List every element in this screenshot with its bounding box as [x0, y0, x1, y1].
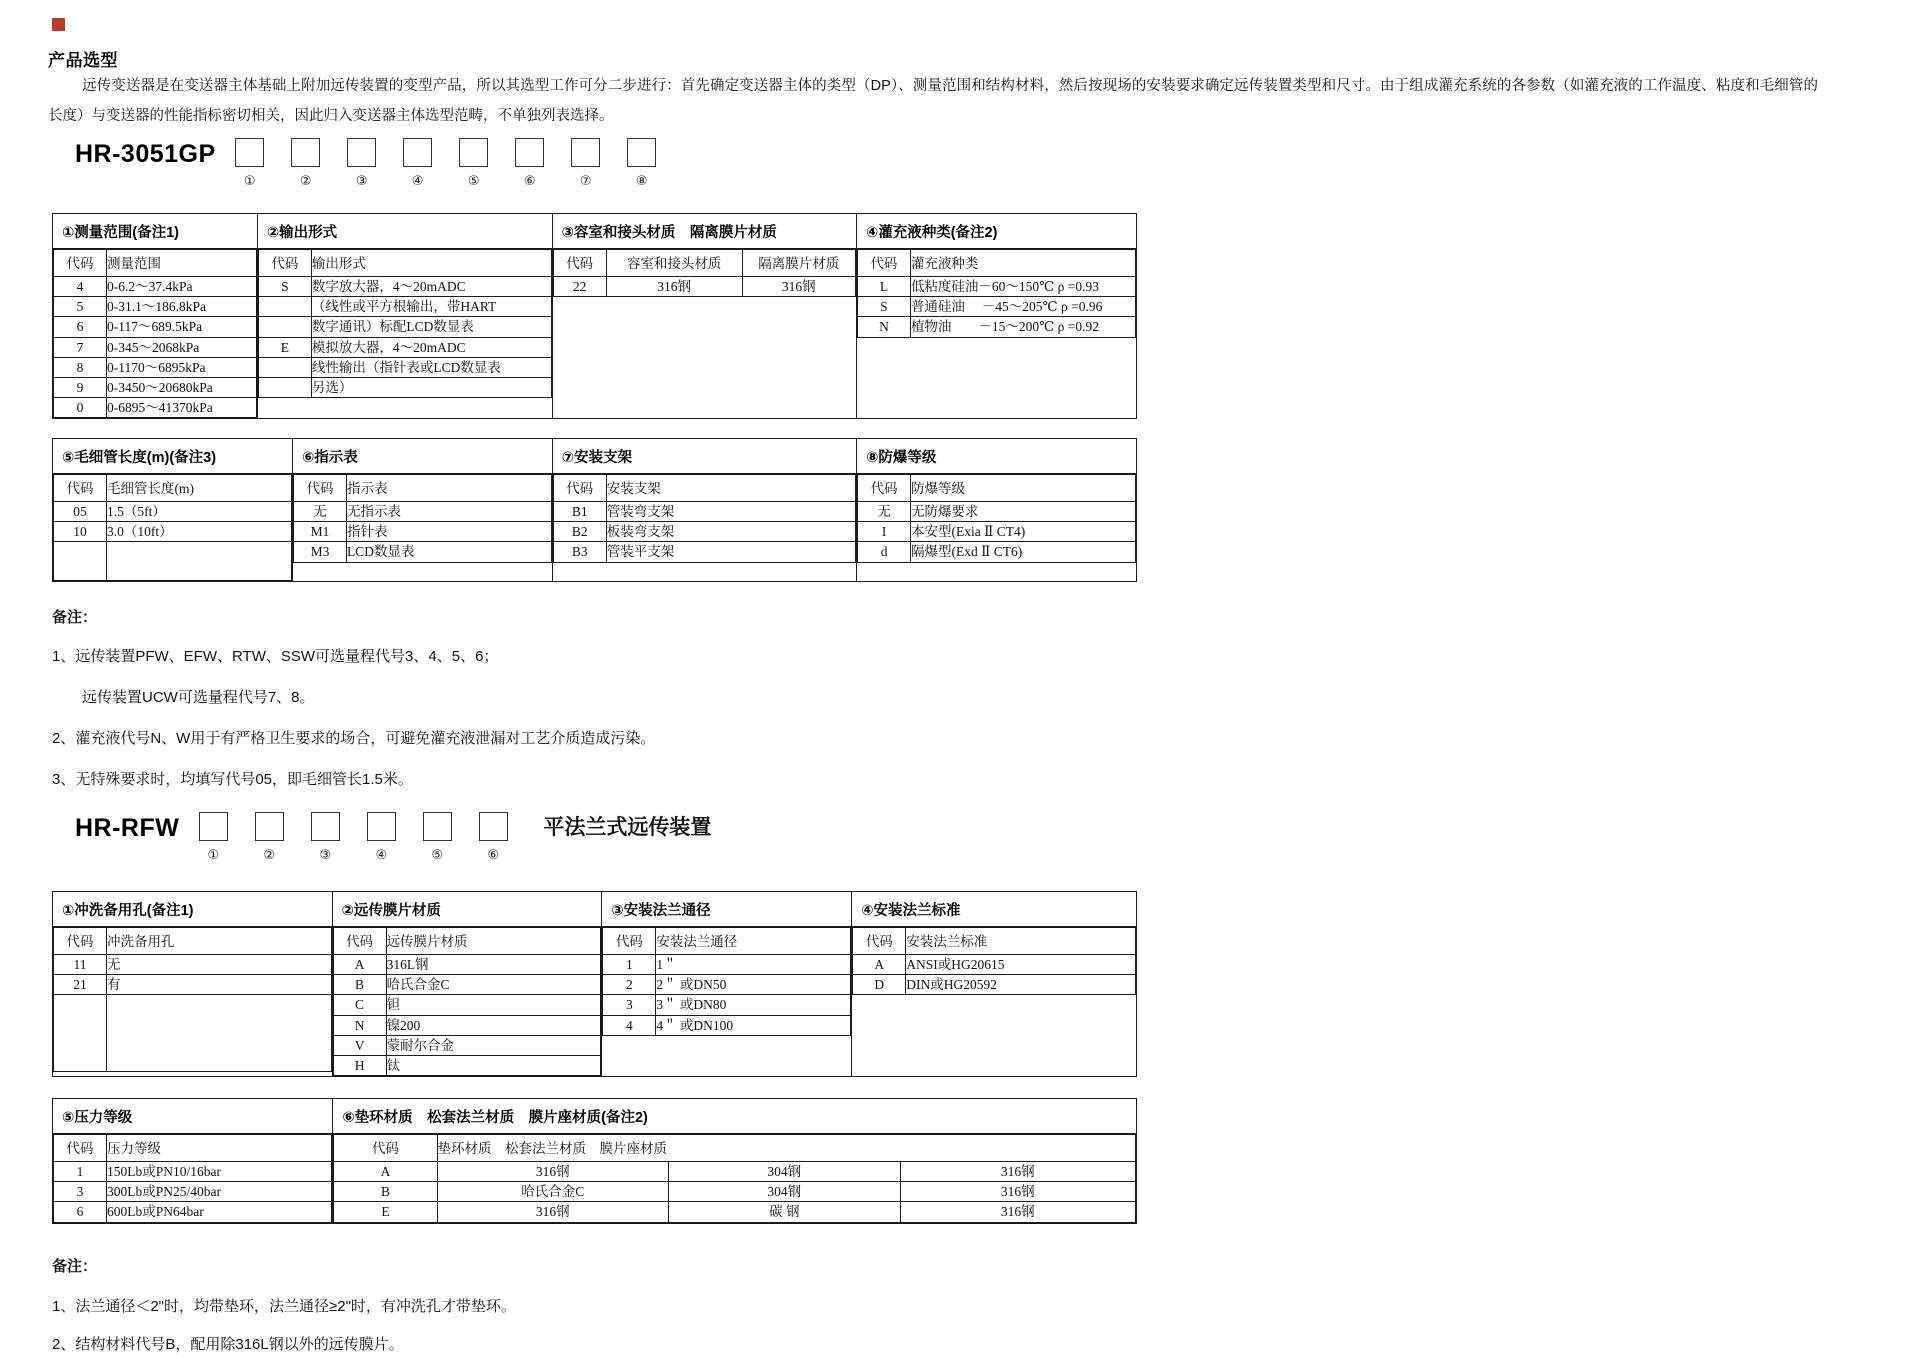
table-row — [54, 277, 257, 297]
circle-number: ② — [263, 847, 276, 862]
cell-value: 无防爆要求 — [911, 502, 1136, 522]
sub-col-range: 测量范围 — [107, 250, 257, 277]
code-box[interactable] — [367, 812, 396, 841]
cell-code: 6 — [54, 317, 107, 337]
cell-code: V — [333, 1035, 386, 1055]
table-row — [54, 502, 292, 522]
table-row — [333, 995, 601, 1015]
subtable-flush-port — [53, 927, 332, 1072]
table-row — [258, 337, 551, 357]
notes-1-item-3: 2、灌充液代号N、W用于有严格卫生要求的场合，可避免灌充液泄漏对工艺介质造成污染。 — [52, 730, 656, 747]
sub-col-rating: 压力等级 — [107, 1135, 332, 1162]
code-box[interactable] — [291, 138, 320, 167]
cell-code: S — [258, 277, 311, 297]
model-2-box-6[interactable] — [465, 812, 521, 863]
cell-value: 蒙耐尔合金 — [386, 1035, 601, 1055]
cell-code — [258, 317, 311, 337]
subtable-header-row — [853, 928, 1136, 955]
table-row — [54, 522, 292, 542]
cell-value: 316L钢 — [386, 955, 601, 975]
cell-value: 有 — [107, 975, 332, 995]
cell-value: 0-3450～20680kPa — [107, 377, 257, 397]
cell-value: 300Lb或PN25/40bar — [107, 1182, 332, 1202]
sub-col-chamber: 容室和接头材质 — [606, 250, 742, 277]
table-row — [333, 1055, 601, 1075]
table-row — [54, 955, 332, 975]
table-row — [54, 995, 332, 1072]
code-box[interactable] — [255, 812, 284, 841]
cell-value: 数字通讯）标配LCD数显表 — [311, 317, 551, 337]
code-box[interactable] — [235, 138, 264, 167]
cell-value: 316钢 — [437, 1162, 669, 1182]
cell-code: 10 — [54, 522, 107, 542]
circle-number: ⑦ — [579, 173, 592, 188]
spec-table-3 — [52, 891, 1137, 1077]
cell-value: 304钢 — [669, 1182, 901, 1202]
subtable-measuring-range — [53, 249, 257, 418]
table-row — [54, 1202, 332, 1222]
cell-value: 植物油 －15～200℃ ρ =0.92 — [910, 317, 1135, 337]
subtable-flange-standard — [852, 927, 1136, 995]
code-box[interactable] — [311, 812, 340, 841]
spec-table-3-body — [53, 927, 1137, 1077]
model-1-boxes — [222, 138, 670, 189]
table-row — [553, 542, 855, 562]
cell-code: 0 — [54, 398, 107, 418]
cell-code: N — [333, 1015, 386, 1035]
sub-col-code: 代码 — [553, 475, 606, 502]
cell-code: 7 — [54, 337, 107, 357]
subtable-remote-diaphragm — [333, 927, 602, 1076]
cell-code: 3 — [54, 1182, 107, 1202]
col-header-gasket-material: ⑥垫环材质 松套法兰材质 膜片座材质(备注2) — [342, 1110, 648, 1126]
notes-1-heading: 备注： — [52, 609, 98, 626]
col-header-flush-port: ①冲洗备用孔(备注1) — [62, 903, 194, 919]
sub-col-materials: 垫环材质 松套法兰材质 膜片座材质 — [437, 1135, 1136, 1162]
model-1-box-1[interactable] — [222, 138, 278, 189]
sub-col-code: 代码 — [54, 928, 107, 955]
cell-code: N — [857, 317, 910, 337]
cell-code: 8 — [54, 357, 107, 377]
cell-value: 150Lb或PN10/16bar — [107, 1162, 332, 1182]
sub-col-code: 代码 — [553, 250, 606, 277]
cell-code: 2 — [603, 975, 656, 995]
table-row — [54, 1162, 332, 1182]
notes-1-item-1: 1、远传装置PFW、EFW、RTW、SSW可选量程代号3、4、5、6； — [52, 648, 499, 665]
cell-value: 隔爆型(Exd Ⅱ CT6) — [911, 542, 1136, 562]
cell-value: 316钢 — [742, 277, 855, 297]
page-title: 产品选型 — [48, 51, 118, 70]
subtable-header-row — [553, 475, 855, 502]
cell-value: 镍200 — [386, 1015, 601, 1035]
cell-value: 无 — [107, 955, 332, 975]
sub-col-bracket: 安装支架 — [606, 475, 855, 502]
table-row — [54, 1182, 332, 1202]
cell-value: 数字放大器，4～20mADC — [311, 277, 551, 297]
spec-table-3-headers — [53, 892, 1137, 927]
cell-code: 4 — [603, 1015, 656, 1035]
sub-col-code: 代码 — [603, 928, 656, 955]
cell-code: B1 — [553, 502, 606, 522]
table-row — [258, 377, 551, 397]
cell-code: A — [334, 1162, 437, 1182]
cell-value: 1＂ — [656, 955, 851, 975]
cell-code: 1 — [603, 955, 656, 975]
table-row — [294, 542, 552, 562]
cell-code — [258, 297, 311, 317]
cell-code — [258, 357, 311, 377]
table-row — [334, 1202, 1136, 1222]
circle-number: ③ — [319, 847, 332, 862]
sub-col-code: 代码 — [54, 1135, 107, 1162]
circle-number: ① — [243, 173, 256, 188]
circle-number: ④ — [375, 847, 388, 862]
cell-value: 哈氏合金C — [386, 975, 601, 995]
cell-value: 指针表 — [347, 522, 552, 542]
cell-value: 3＂ 或DN80 — [656, 995, 851, 1015]
spec-table-1-headers — [53, 214, 1137, 249]
subtable-header-row — [294, 475, 552, 502]
code-box[interactable] — [347, 138, 376, 167]
code-box[interactable] — [479, 812, 508, 841]
model-1-box-2[interactable] — [278, 138, 334, 189]
table-row — [54, 337, 257, 357]
cell-value: 另选） — [311, 377, 551, 397]
table-row — [258, 297, 551, 317]
cell-value: LCD数显表 — [347, 542, 552, 562]
cell-code: 9 — [54, 377, 107, 397]
model-2-box-4[interactable] — [353, 812, 409, 863]
cell-value: 模拟放大器，4～20mADC — [311, 337, 551, 357]
cell-code: d — [858, 542, 911, 562]
sub-col-grade: 防爆等级 — [911, 475, 1136, 502]
cell-value: 无指示表 — [347, 502, 552, 522]
cell-code: 4 — [54, 277, 107, 297]
cell-value: 管装平支架 — [606, 542, 855, 562]
model-2-box-1[interactable] — [185, 812, 241, 863]
spec-table-1-body — [53, 249, 1137, 419]
subtable-explosion-proof — [857, 474, 1136, 563]
cell-code: 11 — [54, 955, 107, 975]
cell-value: 0-31.1～186.8kPa — [107, 297, 257, 317]
subtable-gasket-material — [333, 1134, 1136, 1223]
table-row — [54, 357, 257, 377]
notes-1-item-4: 3、无特殊要求时，均填写代号05，即毛细管长1.5米。 — [52, 771, 413, 788]
table-row — [857, 297, 1135, 317]
col-header-flange-standard: ④安装法兰标准 — [861, 903, 961, 919]
cell-value: 0-1170～6895kPa — [107, 357, 257, 377]
cell-value: 线性输出（指针表或LCD数显表 — [311, 357, 551, 377]
cell-code: 6 — [54, 1202, 107, 1222]
sub-col-output: 输出形式 — [311, 250, 551, 277]
table-row — [258, 357, 551, 377]
circle-number: ⑤ — [467, 173, 480, 188]
sub-col-indicator: 指示表 — [347, 475, 552, 502]
subtable-header-row — [333, 928, 601, 955]
cell-code: B — [334, 1182, 437, 1202]
cell-value: 304钢 — [669, 1162, 901, 1182]
table-row — [603, 975, 851, 995]
cell-code: D — [853, 975, 906, 995]
sub-col-code: 代码 — [333, 928, 386, 955]
cell-code: I — [858, 522, 911, 542]
subtable-header-row — [54, 475, 292, 502]
cell-value: 哈氏合金C — [437, 1182, 669, 1202]
model-2-title: 平法兰式远传装置 — [543, 816, 712, 839]
col-header-explosion-proof: ⑧防爆等级 — [866, 450, 937, 466]
code-box[interactable] — [571, 138, 600, 167]
cell-value: 低粘度硅油－60～150℃ ρ =0.93 — [910, 277, 1135, 297]
sub-col-code: 代码 — [857, 250, 910, 277]
spec-table-2-body — [53, 474, 1137, 582]
cell-value: 316钢 — [900, 1182, 1135, 1202]
table-row — [857, 277, 1135, 297]
col-header-flange-diameter: ③安装法兰通径 — [611, 903, 711, 919]
subtable-header-row — [858, 475, 1136, 502]
cell-code: B — [333, 975, 386, 995]
cell-value: 钽 — [386, 995, 601, 1015]
notes-2-item-2: 2、结构材料代号B，配用除316L钢以外的远传膜片。 — [52, 1336, 404, 1353]
cell-code: L — [857, 277, 910, 297]
circle-number: ② — [299, 173, 312, 188]
cell-value: 2＂ 或DN50 — [656, 975, 851, 995]
table-row — [258, 277, 551, 297]
sub-col-standard: 安装法兰标准 — [906, 928, 1136, 955]
table-row — [857, 317, 1135, 337]
cell-code: M1 — [294, 522, 347, 542]
circle-number: ④ — [411, 173, 424, 188]
cell-value: 板装弯支架 — [606, 522, 855, 542]
table-row — [54, 542, 292, 581]
sub-col-fluid: 灌充液种类 — [910, 250, 1135, 277]
table-row — [294, 502, 552, 522]
table-row — [858, 502, 1136, 522]
table-row — [553, 277, 855, 297]
table-row — [858, 522, 1136, 542]
cell-value: 316钢 — [437, 1202, 669, 1222]
cell-code: H — [333, 1055, 386, 1075]
notes-2-heading: 备注： — [52, 1258, 98, 1275]
table-row — [333, 1015, 601, 1035]
sub-col-diameter: 安装法兰通径 — [656, 928, 851, 955]
table-row — [553, 522, 855, 542]
cell-code: A — [333, 955, 386, 975]
circle-number: ⑧ — [635, 173, 648, 188]
cell-value: 600Lb或PN64bar — [107, 1202, 332, 1222]
col-header-bracket: ⑦安装支架 — [561, 450, 632, 466]
subtable-indicator — [293, 474, 552, 563]
cell-value: 0-6.2～37.4kPa — [107, 277, 257, 297]
code-box[interactable] — [403, 138, 432, 167]
sub-col-code: 代码 — [54, 250, 107, 277]
cell-value: 0-6895～41370kPa — [107, 398, 257, 418]
model-2-box-3[interactable] — [297, 812, 353, 863]
table-row — [54, 398, 257, 418]
circle-number: ⑥ — [523, 173, 536, 188]
table-row — [603, 955, 851, 975]
code-box[interactable] — [515, 138, 544, 167]
subtable-capillary — [53, 474, 292, 581]
cell-value: 本安型(Exia Ⅱ CT4) — [911, 522, 1136, 542]
cell-value: 1.5（5ft） — [107, 502, 292, 522]
cell-code: 无 — [858, 502, 911, 522]
cell-code — [258, 377, 311, 397]
subtable-header-row — [334, 1135, 1136, 1162]
cell-code: M3 — [294, 542, 347, 562]
model-name-2: HR-RFW — [75, 814, 180, 842]
sub-col-code: 代码 — [853, 928, 906, 955]
subtable-bracket — [553, 474, 856, 563]
cell-value: 钛 — [386, 1055, 601, 1075]
cell-code: E — [258, 337, 311, 357]
table-row — [853, 975, 1136, 995]
sub-col-code: 代码 — [858, 475, 911, 502]
col-header-pressure-rating: ⑤压力等级 — [62, 1110, 133, 1126]
table-row — [334, 1182, 1136, 1202]
cell-code: 1 — [54, 1162, 107, 1182]
table-row — [603, 1015, 851, 1035]
cell-value: 3.0（10ft） — [107, 522, 292, 542]
subtable-header-row — [553, 250, 855, 277]
table-row — [294, 522, 552, 542]
subtable-flange-diameter — [602, 927, 851, 1036]
model-2-box-5[interactable] — [409, 812, 465, 863]
model-2-boxes — [185, 812, 521, 863]
cell-code: 05 — [54, 502, 107, 522]
spec-table-4-body — [53, 1134, 1137, 1224]
col-header-remote-diaphragm: ②远传膜片材质 — [341, 903, 441, 919]
sub-col-code: 代码 — [54, 475, 107, 502]
spec-table-4 — [52, 1098, 1137, 1224]
subtable-output — [258, 249, 552, 398]
model-1-box-8[interactable] — [614, 138, 670, 189]
cell-code: 21 — [54, 975, 107, 995]
subtable-header-row — [54, 1135, 332, 1162]
table-row — [334, 1162, 1136, 1182]
model-1-box-3[interactable] — [334, 138, 390, 189]
circle-number: ⑥ — [487, 847, 500, 862]
model-1-box-7[interactable] — [558, 138, 614, 189]
table-row — [853, 955, 1136, 975]
cell-code: A — [853, 955, 906, 975]
sub-col-code: 代码 — [258, 250, 311, 277]
model-1-box-6[interactable] — [502, 138, 558, 189]
code-box[interactable] — [627, 138, 656, 167]
code-box[interactable] — [459, 138, 488, 167]
subtable-header-row — [603, 928, 851, 955]
notes-2-item-1: 1、法兰通径＜2"时，均带垫环，法兰通径≥2"时，有冲洗孔才带垫环。 — [52, 1298, 516, 1315]
intro-text: 远传变送器是在变送器主体基础上附加远传装置的变型产品，所以其选型工作可分二步进行：首先确定变送器主体的类型（DP）、测量范围和结构材料，然后按现场的安装要求确定远传装置类型和尺寸。由于组成灌充系统的各参数（如灌充液的工作温度、粘度和毛细管的长度）与变送器的性能指标密切相关，因此归入变送器主体选型范畴，不单独列表选择。 — [48, 78, 1818, 124]
table-row — [333, 975, 601, 995]
circle-number: ⑤ — [431, 847, 444, 862]
model-code-line-1 — [75, 138, 670, 189]
cell-value: 316钢 — [606, 277, 742, 297]
cell-code: S — [857, 297, 910, 317]
model-2-box-2[interactable] — [241, 812, 297, 863]
model-1-box-5[interactable] — [446, 138, 502, 189]
code-box[interactable] — [423, 812, 452, 841]
spec-table-2-headers — [53, 439, 1137, 474]
cell-code: E — [334, 1202, 437, 1222]
col-header-capillary-length: ⑤毛细管长度(m)(备注3) — [62, 450, 217, 466]
cell-code: B2 — [553, 522, 606, 542]
subtable-fill-fluid — [857, 249, 1136, 338]
spec-table-2 — [52, 438, 1137, 582]
table-row — [858, 542, 1136, 562]
cell-value: 4＂ 或DN100 — [656, 1015, 851, 1035]
cell-value: 碳 钢 — [669, 1202, 901, 1222]
cell-code: C — [333, 995, 386, 1015]
circle-number: ③ — [355, 173, 368, 188]
sub-col-length: 毛细管长度(m) — [107, 475, 292, 502]
cell-value: DIN或HG20592 — [906, 975, 1136, 995]
notes-1-item-2: 远传装置UCW可选量程代号7、8。 — [82, 689, 315, 706]
model-1-box-4[interactable] — [390, 138, 446, 189]
sub-col-material: 远传膜片材质 — [386, 928, 601, 955]
cell-value: ANSI或HG20615 — [906, 955, 1136, 975]
cell-code: 5 — [54, 297, 107, 317]
cell-value: 316钢 — [900, 1162, 1135, 1182]
code-box[interactable] — [199, 812, 228, 841]
cell-value: 316钢 — [900, 1202, 1135, 1222]
subtable-header-row — [258, 250, 551, 277]
red-marker-icon — [52, 18, 65, 31]
sub-col-port: 冲洗备用孔 — [107, 928, 332, 955]
sub-col-code: 代码 — [294, 475, 347, 502]
table-row — [333, 955, 601, 975]
sub-col-diaphragm: 隔离膜片材质 — [742, 250, 855, 277]
col-header-measuring-range: ①测量范围(备注1) — [62, 225, 179, 241]
cell-value: 0-117～689.5kPa — [107, 317, 257, 337]
table-row — [54, 975, 332, 995]
col-header-fill-fluid: ④灌充液种类(备注2) — [865, 225, 998, 241]
col-header-output: ②输出形式 — [266, 225, 338, 241]
sub-col-code: 代码 — [334, 1135, 437, 1162]
cell-code: 无 — [294, 502, 347, 522]
spec-table-1 — [52, 213, 1137, 419]
cell-code: B3 — [553, 542, 606, 562]
table-row — [54, 297, 257, 317]
cell-value: （线性或平方根输出，带HART — [311, 297, 551, 317]
subtable-header-row — [54, 250, 257, 277]
model-name-1: HR-3051GP — [75, 140, 216, 168]
subtable-header-row — [54, 928, 332, 955]
table-row — [553, 502, 855, 522]
circle-number: ① — [207, 847, 220, 862]
table-row — [258, 317, 551, 337]
cell-value: 管装弯支架 — [606, 502, 855, 522]
cell-code: 22 — [553, 277, 606, 297]
intro-paragraph — [48, 72, 1818, 131]
subtable-header-row — [857, 250, 1135, 277]
col-header-material: ③容室和接头材质 隔离膜片材质 — [561, 225, 777, 241]
cell-code: 3 — [603, 995, 656, 1015]
table-row — [54, 317, 257, 337]
table-row — [603, 995, 851, 1015]
table-row — [54, 377, 257, 397]
col-header-indicator: ⑥指示表 — [302, 450, 358, 466]
cell-value: 普通硅油 －45～205℃ ρ =0.96 — [910, 297, 1135, 317]
cell-value: 0-345～2068kPa — [107, 337, 257, 357]
spec-table-4-headers — [53, 1099, 1137, 1134]
subtable-material — [553, 249, 856, 297]
subtable-pressure-rating — [53, 1134, 332, 1223]
model-code-line-2 — [75, 812, 711, 863]
table-row — [333, 1035, 601, 1055]
